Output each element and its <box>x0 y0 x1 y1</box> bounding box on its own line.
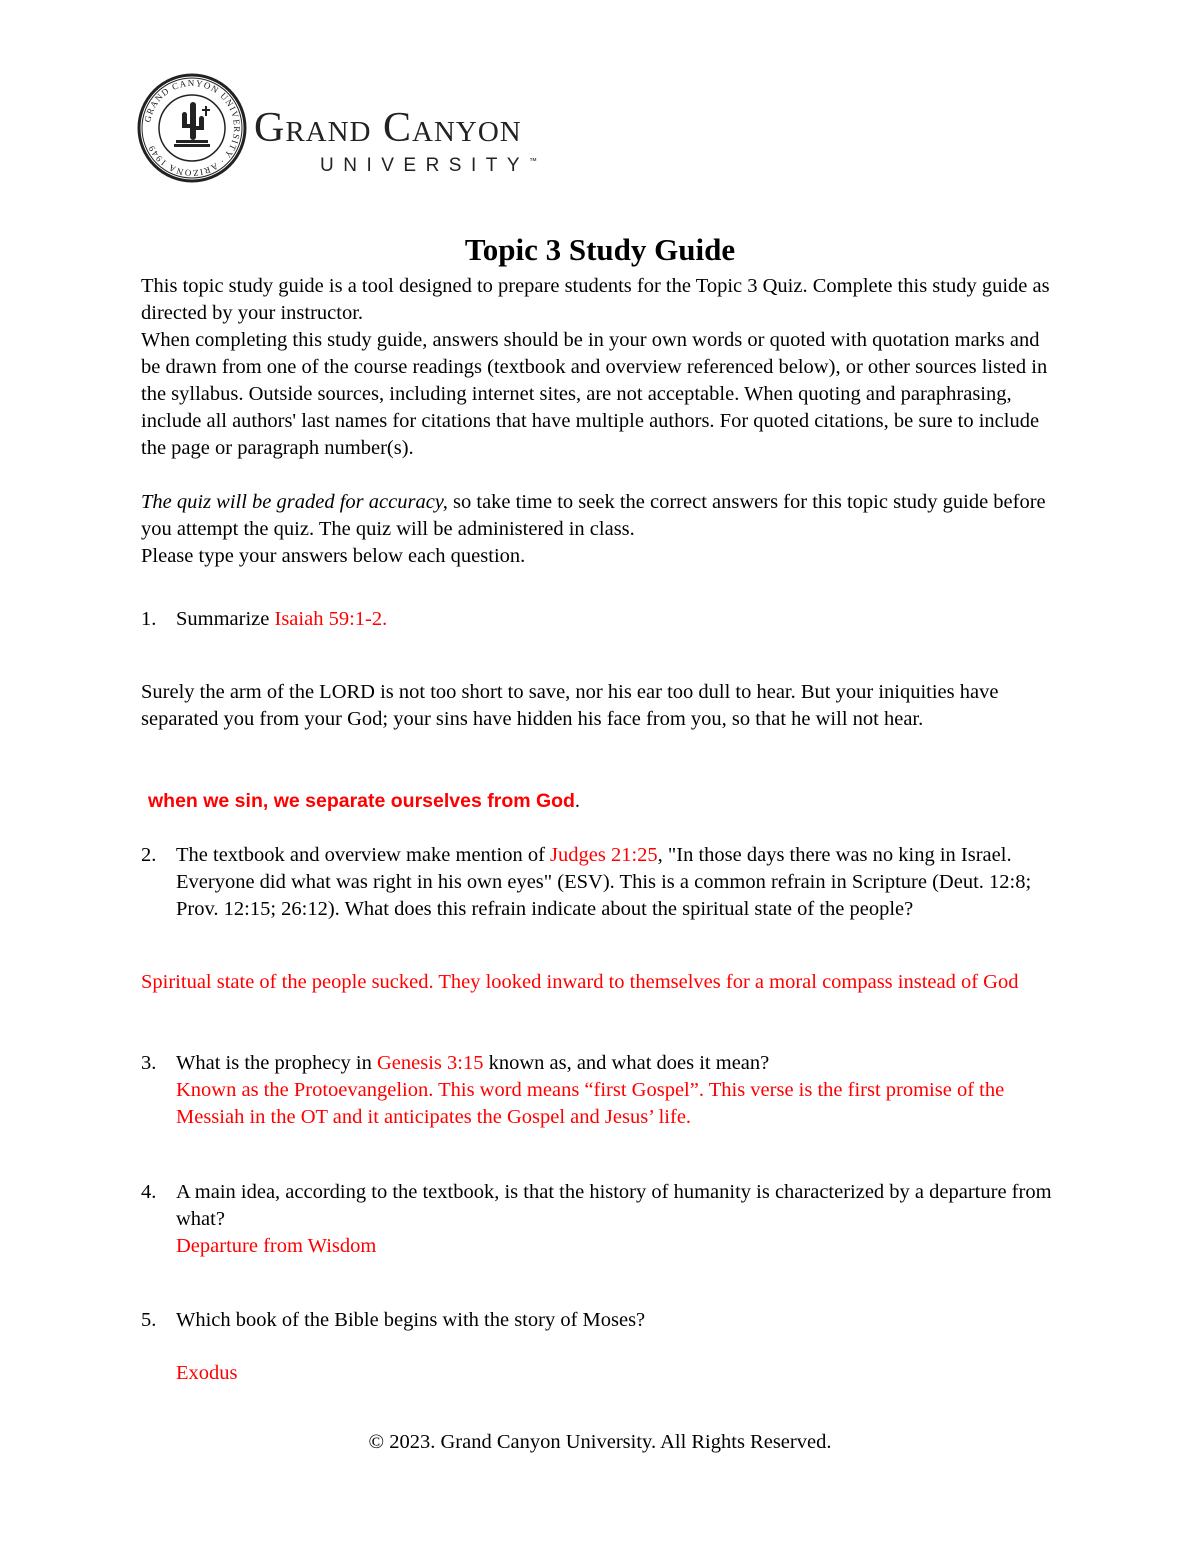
question-1-answer: when we sin, we separate ourselves from God. <box>148 790 580 812</box>
grading-note: The quiz will be graded for accuracy, <box>141 491 448 513</box>
intro-paragraph-3: The quiz will be graded for accuracy, so take time to seek the correct answers for this topic study guide before you attempt the quiz. The quiz will be administered in class. <box>141 491 1046 540</box>
svg-text:GRAND CANYON UNIVERSITY · ARIZ: GRAND CANYON UNIVERSITY · ARIZONA 1949 <box>142 77 243 179</box>
copyright-footer: © 2023. Grand Canyon University. All Rights Reserved. <box>368 1431 832 1453</box>
question-2-answer: Spiritual state of the people sucked. They looked inward to themselves for a moral compass instead of God <box>141 971 1019 993</box>
scripture-reference: Judges 21:25 <box>550 844 658 866</box>
question-number: 5. <box>141 1309 157 1331</box>
intro-paragraph-1: This topic study guide is a tool designed to prepare students for the Topic 3 Quiz. Complete this study guide as directed by your instructor. <box>141 275 1050 324</box>
scripture-reference: Isaiah 59:1-2 <box>274 608 383 630</box>
question-number: 4. <box>141 1181 157 1203</box>
page-title: Topic 3 Study Guide <box>464 232 736 267</box>
scripture-reference: Genesis 3:15 <box>376 1052 484 1074</box>
question-number: 2. <box>141 844 157 866</box>
gcu-logo <box>136 72 626 192</box>
question-5-text: Which book of the Bible begins with the story of Moses? <box>176 1309 646 1331</box>
intro-paragraph-2: When completing this study guide, answers should be in your own words or quoted with quotation marks and be drawn from one of the course readings (textbook and overview referenced below), or other sources listed in the syllabus. Outside sources, including internet sites, are not acceptable. When quoting and paraphrasing, include all authors' last names for citations that have multiple authors. For quoted citations, be sure to include the page or paragraph number(s). <box>141 329 1048 459</box>
university-name: Grand Canyon <box>254 105 522 151</box>
question-number: 1. <box>141 608 157 630</box>
university-subtitle: UNIVERSITY™ <box>320 155 538 176</box>
university-seal-icon <box>136 72 248 184</box>
question-3-answer: Known as the Protoevangelion. This word means “first Gospel”. This verse is the first promise of the Messiah in the OT and it anticipates the Gospel and Jesus’ life. <box>176 1079 1005 1128</box>
question-1-verse: Surely the arm of the LORD is not too short to save, nor his ear too dull to hear. But your iniquities have separated you from your God; your sins have hidden his face from you, so that he will not hear. <box>141 681 999 730</box>
question-5-answer: Exodus <box>176 1362 238 1384</box>
intro-paragraph-4: Please type your answers below each question. <box>141 545 526 567</box>
question-1-text: Summarize Isaiah 59:1-2. <box>176 608 388 630</box>
question-2-text: The textbook and overview make mention of Judges 21:25, "In those days there was no king in Israel. Everyone did what was right in his own eyes" (ESV). This is a common refrain in Scripture (Deut. 12:8; Prov. 12:15; 26:12). What does this refrain indicate about the spiritual state of the people? <box>176 844 1032 920</box>
question-4-text: A main idea, according to the textbook, is that the history of humanity is characterized by a departure from what? <box>176 1181 1052 1230</box>
question-3-text: What is the prophecy in Genesis 3:15 known as, and what does it mean? <box>176 1052 770 1074</box>
question-number: 3. <box>141 1052 157 1074</box>
question-4-answer: Departure from Wisdom <box>176 1235 377 1257</box>
